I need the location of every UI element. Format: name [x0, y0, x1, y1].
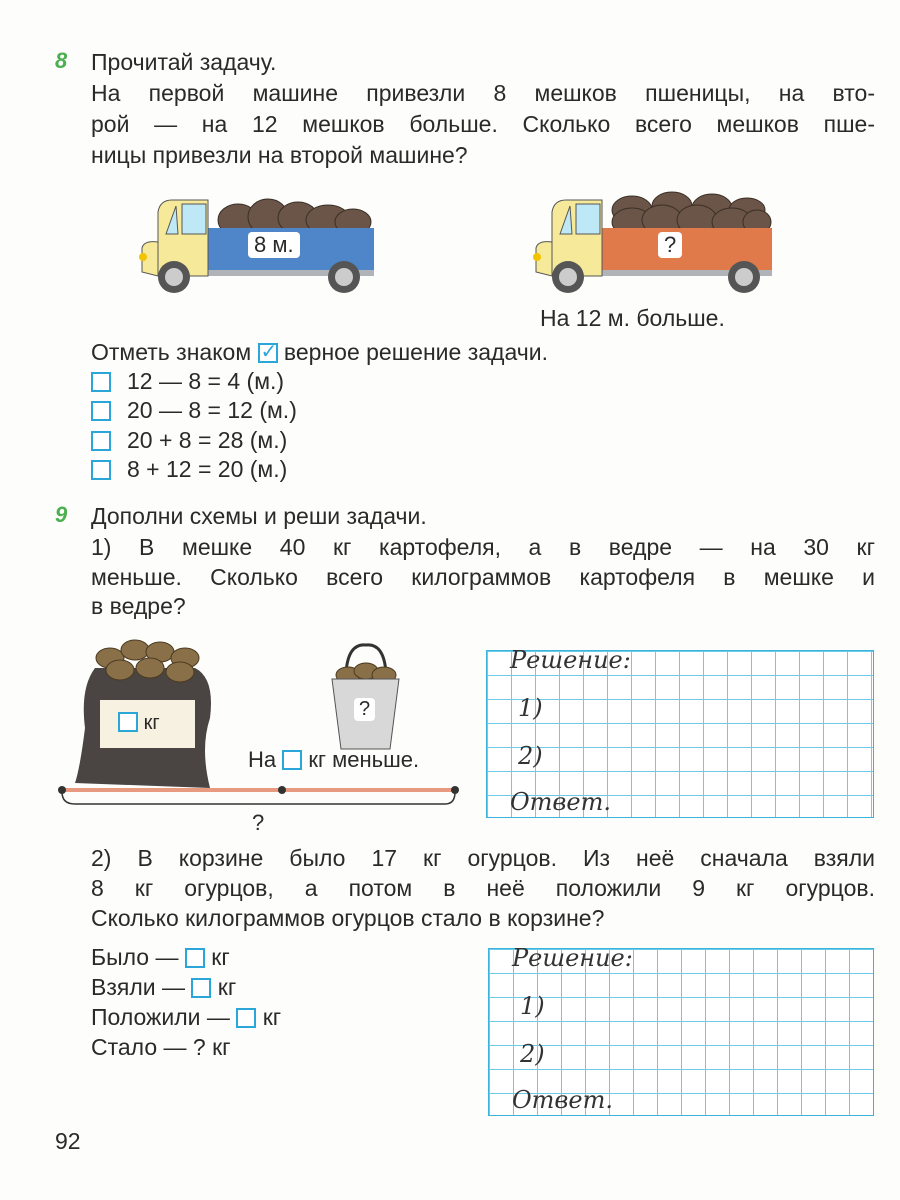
solution-answer: Ответ. — [512, 1086, 613, 1114]
task-text-line: 8 кг огурцов, а потом в неё положили 9 кг огурцов. — [91, 875, 875, 901]
total-label: ? — [252, 810, 265, 835]
solution-answer: Ответ. — [510, 788, 611, 816]
solution-step: 1) — [518, 694, 543, 722]
row-unit: кг — [262, 1004, 282, 1030]
value-box[interactable] — [185, 948, 205, 968]
difference-box[interactable] — [282, 750, 302, 770]
bucket-label: ? — [354, 698, 375, 721]
value-box[interactable] — [191, 978, 211, 998]
segment-point — [278, 786, 286, 794]
row-unit: кг — [211, 944, 230, 970]
value-box[interactable] — [236, 1008, 256, 1028]
task-text-line: Сколько килограммов огурцов стало в корзине? — [91, 905, 605, 931]
task-text-line: ницы привезли на второй машине? — [91, 142, 468, 168]
truck-label: 8 м. — [248, 232, 300, 258]
row-label: Положили — — [91, 1004, 230, 1030]
task-title: Дополни схемы и реши задачи. — [91, 503, 427, 529]
data-row — [91, 942, 230, 972]
data-row: Стало — ? кг — [91, 1034, 231, 1060]
task-text-line: На первой машине привезли 8 мешков пшеницы, на вто- — [91, 80, 875, 106]
answer-option[interactable] — [91, 366, 284, 396]
instruction-before: Отметь знаком — [91, 339, 252, 365]
answer-option[interactable] — [91, 425, 287, 455]
bag-icon — [75, 628, 220, 788]
checkbox[interactable] — [91, 401, 111, 421]
task-text-line: 2) В корзине было 17 кг огурцов. Из неё сначала взяли — [91, 845, 875, 871]
option-text: 8 + 12 = 20 (м.) — [127, 456, 288, 482]
less-prefix: На — [248, 747, 277, 772]
checkbox[interactable] — [91, 460, 111, 480]
less-suffix: кг меньше. — [308, 747, 420, 772]
task-text-line: меньше. Сколько всего килограммов картофеля в мешке и — [91, 564, 875, 590]
checkmark-icon: ✓ — [258, 343, 278, 363]
checkbox[interactable] — [91, 431, 111, 451]
solution-step: 1) — [520, 992, 545, 1020]
instruction-after: верное решение задачи. — [283, 339, 548, 365]
task-text-line: в ведре? — [91, 593, 186, 619]
option-text: 20 — 8 = 12 (м.) — [127, 397, 297, 423]
instruction — [91, 337, 548, 367]
truck-icon — [532, 182, 777, 297]
data-row — [91, 1002, 281, 1032]
truck-label: ? — [658, 232, 682, 258]
task-number: 8 — [55, 48, 68, 73]
truck-blue — [138, 182, 378, 297]
data-row — [91, 972, 236, 1002]
potato-bag — [75, 628, 220, 788]
segment-diagram — [55, 782, 465, 812]
option-text: 12 — 8 = 4 (м.) — [127, 368, 285, 394]
solution-title: Решение: — [510, 646, 631, 674]
less-caption — [248, 747, 419, 773]
task-text-line: рой — на 12 мешков больше. Сколько всего мешков пше- — [91, 111, 875, 137]
checkbox[interactable] — [91, 372, 111, 392]
answer-option[interactable] — [91, 454, 287, 484]
bag-unit: кг — [143, 712, 160, 734]
truck-orange — [532, 182, 777, 297]
solution-step: 2) — [518, 742, 543, 770]
option-text: 20 + 8 = 28 (м.) — [127, 427, 288, 453]
potato-bucket — [328, 643, 403, 753]
answer-option[interactable] — [91, 395, 297, 425]
task-text-line: 1) В мешке 40 кг картофеля, а в ведре — на 30 кг — [91, 534, 875, 560]
solution-step: 2) — [520, 1040, 545, 1068]
total-brace — [62, 792, 455, 804]
truck-caption: На 12 м. больше. — [540, 305, 725, 331]
task-title: Прочитай задачу. — [91, 49, 277, 75]
page-number: 92 — [55, 1128, 81, 1154]
task-number: 9 — [55, 502, 68, 527]
bag-weight-box[interactable] — [118, 712, 138, 732]
row-label: Взяли — — [91, 974, 185, 1000]
row-unit: кг — [217, 974, 237, 1000]
solution-title: Решение: — [512, 944, 633, 972]
row-label: Было — — [91, 944, 179, 970]
